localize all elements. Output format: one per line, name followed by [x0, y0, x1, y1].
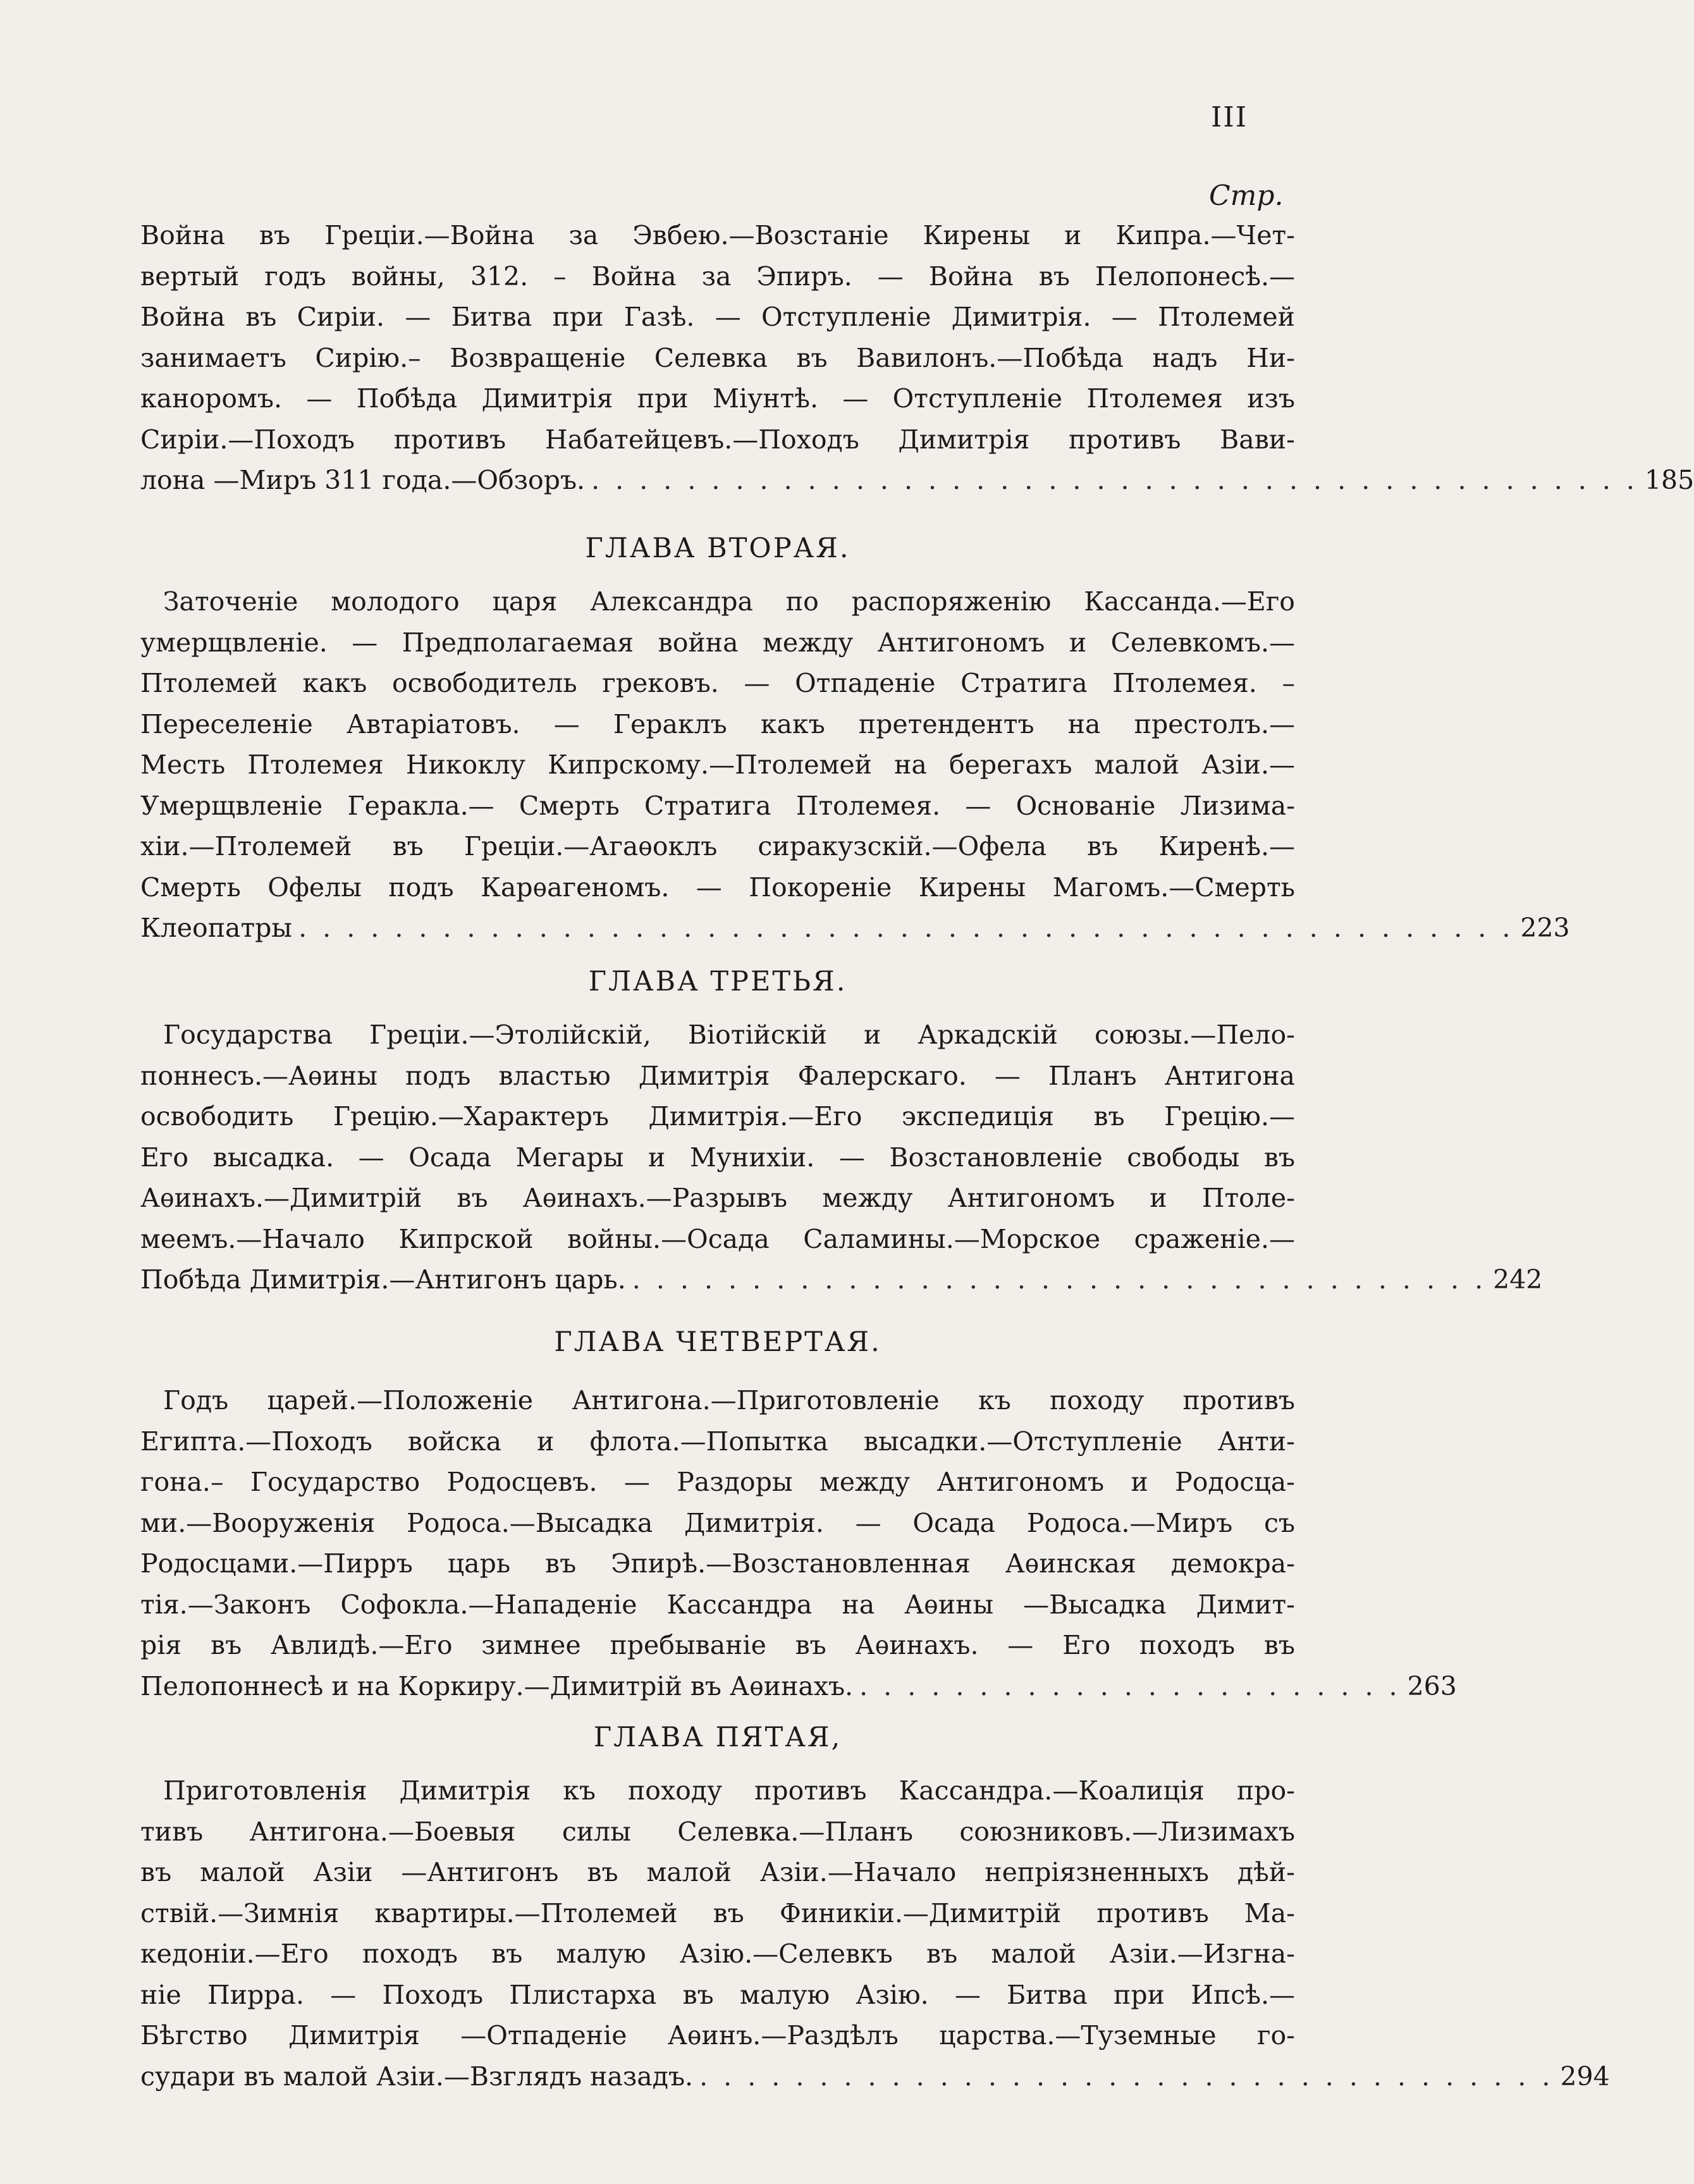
toc-line: судари въ малой Азіи.—Взглядъ назадъ. [140, 2061, 694, 2092]
toc-entry-last-line [140, 1666, 1457, 1707]
toc-line: Бѣгство Димитрія —Отпаденіе Аѳинъ.—Раздѣлъ царства.—Туземные го- [140, 2020, 1295, 2051]
toc-section-chapter-3 [140, 961, 1543, 1300]
toc-line: Клеопатры [140, 913, 293, 943]
toc-page-number: 242 [1493, 1264, 1543, 1295]
toc-line: тивъ Антигона.—Боевыя силы Селевка.—Планъ союзниковъ.—Лизимахъ [140, 1816, 1295, 1847]
toc-line: Годъ царей.—Положеніе Антигона.—Приготовленіе къ походу противъ [163, 1385, 1295, 1416]
toc-entry-last-line [140, 1259, 1543, 1300]
toc-line: Война въ Сиріи. — Битва при Газѣ. — Отступленіе Димитрія. — Птолемей [140, 302, 1295, 332]
toc-line: занимаетъ Сирію.– Возвращеніе Селевка въ Вавилонъ.—Побѣда надъ Ни- [140, 342, 1295, 373]
chapter-heading: ГЛАВА ПЯТАЯ, [593, 1722, 842, 1753]
toc-line: поннесъ.—Аѳины подъ властью Димитрія Фалерскаго. — Планъ Антигона [140, 1060, 1295, 1091]
toc-section-continued [140, 215, 1694, 501]
leader-dots: . . . . . . . . . . . . . . . . . . . . . . . [859, 1670, 1401, 1701]
toc-line: рія въ Авлидѣ.—Его зимнее пребываніе въ Аѳинахъ. — Его походъ въ [140, 1630, 1295, 1660]
toc-line: кедоніи.—Его походъ въ малую Азію.—Селевкъ въ малой Азіи.—Изгна- [140, 1939, 1295, 1969]
toc-line: Птолемей какъ освободитель грековъ. — Отпаденіе Стратига Птолемея. – [140, 668, 1295, 698]
toc-line: тія.—Законъ Софокла.—Нападеніе Кассандра на Аѳины —Высадка Димит- [140, 1589, 1295, 1620]
toc-entry-last-line [140, 2056, 1610, 2097]
toc-line: Смерть Офелы подъ Карѳагеномъ. — Покореніе Кирены Магомъ.—Смерть [140, 872, 1295, 903]
toc-line: каноромъ. — Побѣда Димитрія при Міунтѣ. — Отступленіе Птолемея изъ [140, 383, 1295, 414]
chapter-heading: ГЛАВА ЧЕТВЕРТАЯ. [554, 1326, 881, 1358]
toc-entry-last-line [140, 908, 1570, 949]
toc-page-number: 223 [1520, 913, 1570, 943]
toc-line: Месть Птолемея Никоклу Кипрскому.—Птолемей на берегахъ малой Азіи.— [140, 750, 1295, 780]
toc-page-number: 263 [1407, 1670, 1457, 1701]
leader-dots: . . . . . . . . . . . . . . . . . . . . . . . . . . . . . . . . . . . . [699, 2061, 1554, 2092]
toc-line: Государства Греціи.—Этолійскій, Віотійскій и Аркадскій союзы.—Пело- [163, 1020, 1295, 1050]
toc-line: освободить Грецію.—Характеръ Димитрія.—Его экспедиція въ Грецію.— [140, 1101, 1295, 1132]
toc-section-chapter-5 [140, 1717, 1610, 2097]
leader-dots: . . . . . . . . . . . . . . . . . . . . . . . . . . . . . . . . . . . . . . . . . . . . [591, 465, 1638, 495]
chapter-heading: ГЛАВА ВТОРАЯ. [585, 533, 850, 564]
toc-line: ми.—Вооруженія Родоса.—Высадка Димитрія. — Осада Родоса.—Миръ съ [140, 1507, 1295, 1538]
toc-line: Война въ Греціи.—Война за Эвбею.—Возстаніе Кирены и Кипра.—Чет- [140, 220, 1295, 250]
leader-dots: . . . . . . . . . . . . . . . . . . . . . . . . . . . . . . . . . . . . . . . . . . . . . . . . . . . [298, 913, 1514, 943]
toc-section-chapter-2 [140, 528, 1570, 949]
toc-line: лона —Миръ 311 года.—Обзоръ. [140, 465, 586, 495]
toc-line: Родосцами.—Пирръ царь въ Эпирѣ.—Возстановленная Аѳинская демокра- [140, 1548, 1295, 1579]
page-column-label: Стр. [1209, 180, 1284, 212]
toc-line: хіи.—Птолемей въ Греціи.—Агаѳоклъ сиракузскій.—Офела въ Киренѣ.— [140, 831, 1295, 861]
toc-line: гона.– Государство Родосцевъ. — Раздоры между Антигономъ и Родосца- [140, 1467, 1295, 1497]
toc-line: Аѳинахъ.—Димитрій въ Аѳинахъ.—Разрывъ между Антигономъ и Птоле- [140, 1183, 1295, 1213]
toc-entry-last-line [140, 460, 1694, 501]
toc-line: Заточеніе молодого царя Александра по распоряженію Кассанда.—Его [163, 586, 1295, 617]
toc-line: Египта.—Походъ войска и флота.—Попытка высадки.—Отступленіе Анти- [140, 1426, 1295, 1457]
leader-dots: . . . . . . . . . . . . . . . . . . . . . . . . . . . . . . . . . . . . [632, 1264, 1487, 1295]
toc-line: Приготовленія Димитрія къ походу противъ Кассандра.—Коалиція про- [163, 1775, 1295, 1806]
toc-line: ніе Пирра. — Походъ Плистарха въ малую Азію. — Битва при Ипсѣ.— [140, 1979, 1295, 2010]
toc-line: Пелопоннесѣ и на Коркиру.—Димитрій въ Аѳинахъ. [140, 1670, 854, 1701]
toc-line: Умерщвленіе Геракла.— Смерть Стратига Птолемея. — Основаніе Лизима- [140, 790, 1295, 821]
toc-page-number: 294 [1560, 2061, 1610, 2092]
toc-line: вертый годъ войны, 312. – Война за Эпиръ. — Война въ Пелопонесѣ.— [140, 261, 1295, 292]
toc-line: умерщвленіе. — Предполагаемая война между Антигономъ и Селевкомъ.— [140, 627, 1295, 658]
toc-line: Сиріи.—Походъ противъ Набатейцевъ.—Походъ Димитрія противъ Вави- [140, 424, 1295, 455]
toc-line: Его высадка. — Осада Мегары и Мунихіи. — Возстановленіе свободы въ [140, 1142, 1295, 1173]
toc-line: Побѣда Димитрія.—Антигонъ царь. [140, 1264, 626, 1295]
toc-line: Переселеніе Автаріатовъ. — Гераклъ какъ претендентъ на престолъ.— [140, 708, 1295, 739]
toc-section-chapter-4 [140, 1322, 1457, 1706]
toc-line: въ малой Азіи —Антигонъ въ малой Азіи.—Начало непріязненныхъ дѣй- [140, 1857, 1295, 1887]
toc-line: ствій.—Зимнія квартиры.—Птолемей въ Финикіи.—Димитрій противъ Ма- [140, 1897, 1295, 1928]
toc-line: меемъ.—Начало Кипрской войны.—Осада Саламины.—Морское сраженіе.— [140, 1223, 1295, 1254]
toc-page-number: 185 [1644, 465, 1694, 495]
page-number: III [1211, 101, 1248, 133]
chapter-heading: ГЛАВА ТРЕТЬЯ. [588, 966, 847, 997]
